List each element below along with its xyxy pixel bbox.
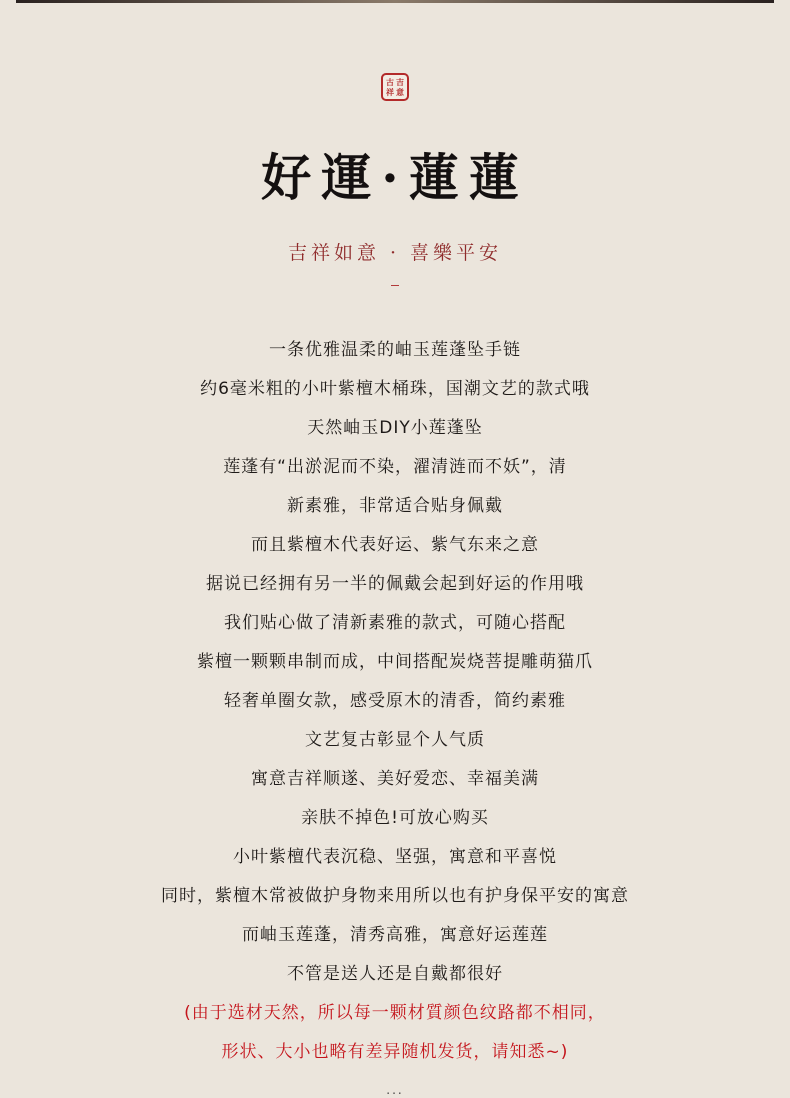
description-line: 约6毫米粗的小叶紫檀木桶珠，国潮文艺的款式哦: [200, 379, 590, 399]
description-line: 而且紫檀木代表好运、紫气东来之意: [251, 535, 539, 555]
material-note-line: (由于选材天然，所以每一颗材質颜色纹路都不相同，: [184, 1003, 606, 1023]
seal-stamp-icon: [381, 73, 409, 101]
page-title: 好運·蓮蓮: [261, 148, 529, 207]
description-line: 不管是送人还是自戴都很好: [287, 964, 503, 984]
description-line: 新素雅，非常适合贴身佩戴: [287, 496, 503, 516]
description-line: 我们贴心做了清新素雅的款式，可随心搭配: [224, 613, 566, 633]
description-line: 轻奢单圈女款，感受原木的清香，简约素雅: [224, 691, 566, 711]
seal-char: 意: [396, 87, 404, 97]
seal-char: 古: [386, 77, 394, 87]
continuation-ellipsis: ...: [386, 1083, 404, 1097]
material-note-line: 形状、大小也略有差异随机发货，请知悉~): [221, 1042, 569, 1062]
description-line: 小叶紫檀代表沉稳、坚强，寓意和平喜悦: [233, 847, 557, 867]
top-divider: [16, 0, 774, 3]
description-line: 天然岫玉DIY小莲蓬坠: [307, 418, 483, 438]
description-line: 寓意吉祥顺遂、美好爱恋、幸福美满: [251, 769, 539, 789]
description-line: 亲肤不掉色!可放心购买: [301, 808, 489, 828]
description-line: 紫檀一颗颗串制而成，中间搭配炭烧菩提雕萌猫爪: [197, 652, 593, 672]
description-line: 而岫玉莲蓬，清秀高雅，寓意好运莲莲: [242, 925, 548, 945]
description-line: 文艺复古彰显个人气质: [305, 730, 485, 750]
description-text: [0, 331, 790, 1072]
description-line: 一条优雅温柔的岫玉莲蓬坠手链: [269, 340, 521, 360]
subtitle-dash: [391, 285, 399, 286]
seal-char: 吉: [396, 77, 404, 87]
page-subtitle: 吉祥如意 · 喜樂平安: [287, 242, 503, 264]
description-line: 同时，紫檀木常被做护身物来用所以也有护身保平安的寓意: [161, 886, 629, 906]
seal-char: 祥: [386, 87, 394, 97]
description-line: 据说已经拥有另一半的佩戴会起到好运的作用哦: [206, 574, 584, 594]
description-line: 莲蓬有“出淤泥而不染，濯清涟而不妖”，清: [223, 457, 567, 477]
